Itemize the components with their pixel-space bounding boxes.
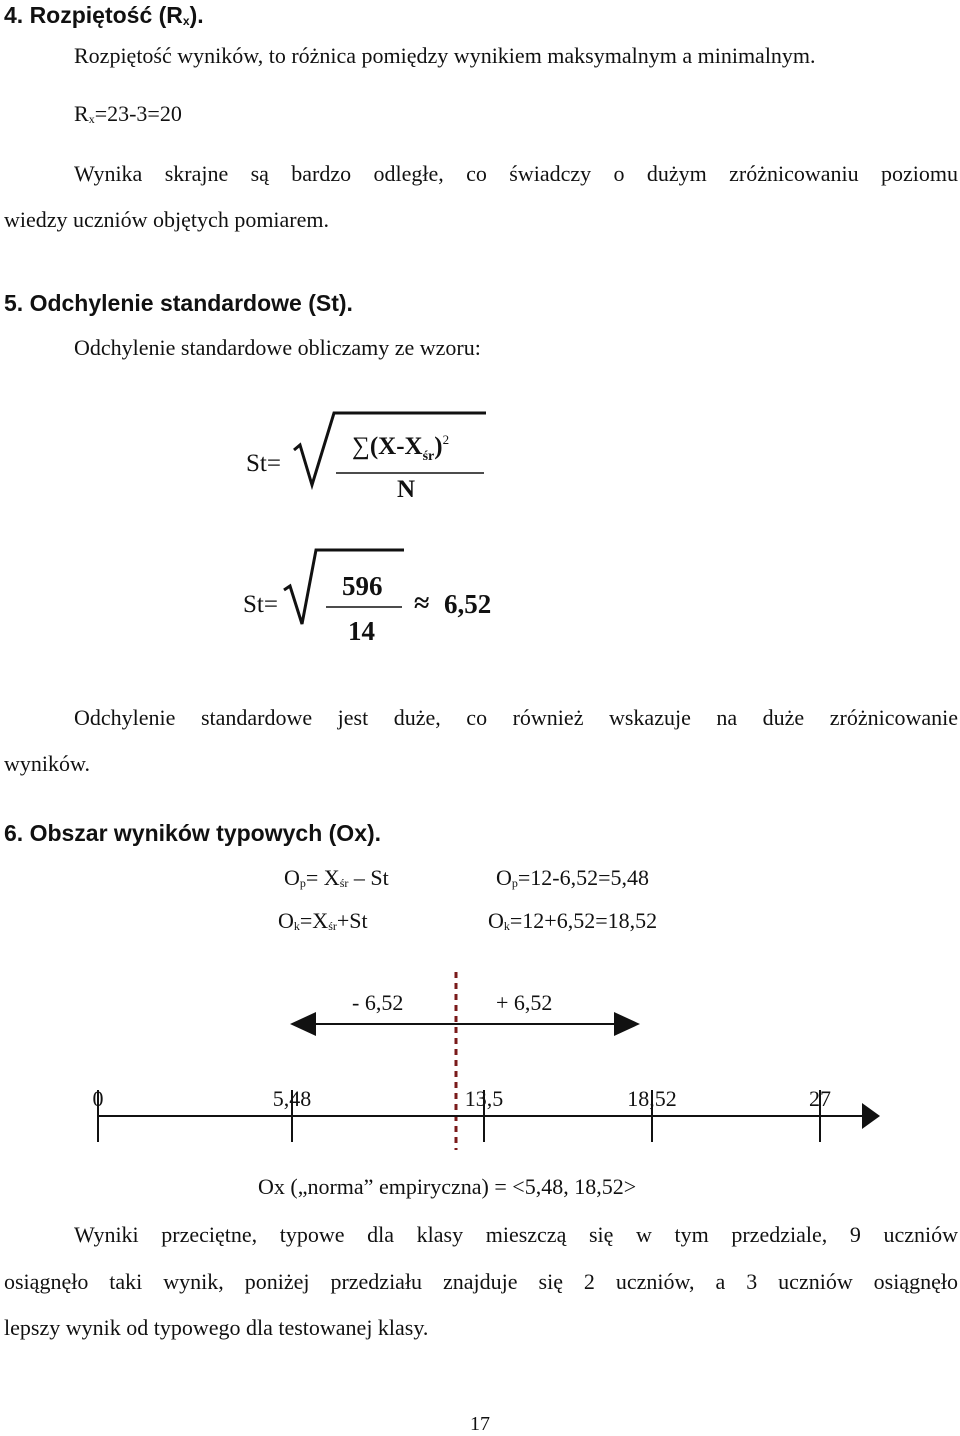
- range-definition: Rozpiętość wyników, to różnica pomiędzy wynikiem maksymalnym a minimalnym.: [74, 43, 816, 68]
- range-comment-line-1: Wynika skrajne są bardzo odległe, co świadczy o dużym zróżnicowaniu poziomu: [74, 161, 958, 186]
- formula-numerator: $\sum(X-X_{śr})^2$: [352, 432, 450, 464]
- number-line-diagram: [0, 960, 960, 1160]
- section-6-heading: 6. Obszar wyników typowych (Ox).: [4, 820, 382, 846]
- axis-tick-label: 18,52: [627, 1086, 677, 1111]
- conclusion-line-2: osiągnęło taki wynik, poniżej przedziału znajduje się 2 uczniów, a 3 uczniów osiągnęło: [4, 1269, 958, 1294]
- ok-calculation: $O_k=12+6,52=18,52$: [488, 908, 658, 933]
- std-dev-intro: Odchylenie standardowe obliczamy ze wzoru:: [74, 335, 481, 360]
- std-dev-comment-line-1: Odchylenie standardowe jest duże, co również wskazuje na duże zróżnicowanie: [74, 705, 958, 730]
- ok-formula: $O_k=X_{śr}+St$: [278, 908, 368, 933]
- range-arrow-right: [614, 1012, 640, 1036]
- calc-numerator: 596: [342, 571, 383, 601]
- std-dev-comment-line-2: wyników.: [4, 751, 90, 776]
- calc-lhs: St=: [243, 591, 278, 618]
- section-4-heading: 4. Rozpiętość $(R_x)$.: [4, 2, 204, 28]
- op-calculation: $O_p=12-6,52=5,48$: [496, 865, 650, 890]
- section-5-heading: 5. Odchylenie standardowe (St).: [4, 290, 353, 316]
- axis-tick-label: 13,5: [464, 1086, 504, 1111]
- calc-denominator: 14: [348, 616, 375, 646]
- range-plus-label: + 6,52: [496, 990, 553, 1015]
- conclusion-line-3: lepszy wynik od typowego dla testowanej klasy.: [4, 1315, 429, 1340]
- range-arrow-left: [290, 1012, 316, 1036]
- axis-tick-label: 27: [809, 1086, 831, 1111]
- range-minus-label: - 6,52: [352, 990, 404, 1015]
- range-calculation: $R_x=23-3=20$: [74, 101, 182, 126]
- calc-result: 6,52: [444, 589, 492, 619]
- approx-sign: ≈: [414, 588, 430, 619]
- axis-arrow: [862, 1103, 880, 1129]
- axis-tick-label: 5,48: [272, 1086, 312, 1111]
- op-formula: $O_p= X_{śr} - St$: [284, 865, 389, 890]
- axis-tick-label: 0: [92, 1086, 104, 1111]
- formula-lhs: St=: [246, 450, 281, 477]
- range-comment-line-2: wiedzy uczniów objętych pomiarem.: [4, 207, 330, 232]
- page-number: 17: [470, 1413, 490, 1435]
- norm-range-text: Ox („norma” empiryczna) = <5,48, 18,52>: [258, 1174, 637, 1199]
- formula-denominator: N: [397, 476, 416, 503]
- conclusion-line-1: Wyniki przeciętne, typowe dla klasy mieszczą się w tym przedziale, 9 uczniów: [74, 1222, 958, 1247]
